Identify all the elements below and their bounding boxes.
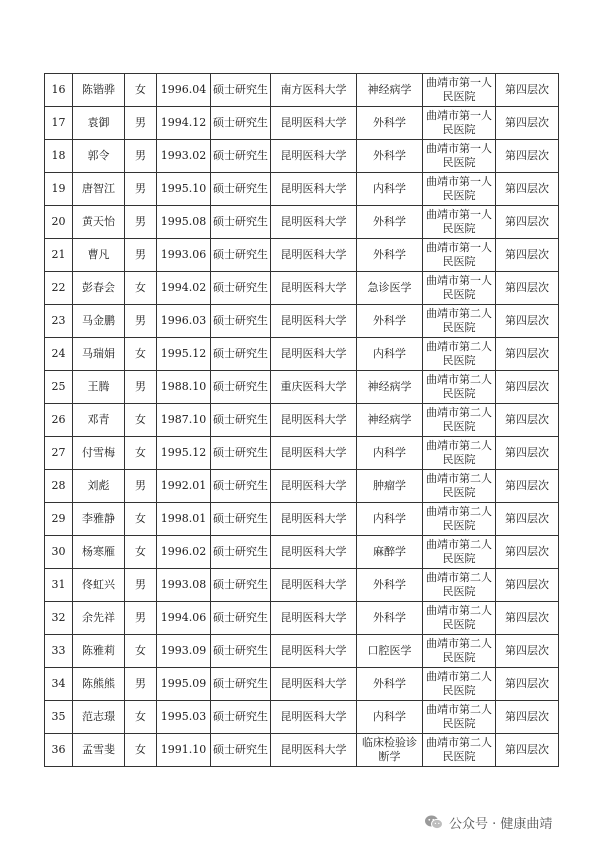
unit-cell: 曲靖市第二人民医院: [423, 305, 496, 338]
row-number: 36: [45, 734, 73, 767]
major-cell: 神经病学: [357, 371, 423, 404]
name-cell: 邓青: [73, 404, 125, 437]
name-cell: 范志璟: [73, 701, 125, 734]
table-row: [45, 437, 559, 470]
unit-cell: 曲靖市第二人民医院: [423, 338, 496, 371]
level-cell: 第四层次: [496, 404, 559, 437]
level-cell: 第四层次: [496, 668, 559, 701]
row-number: 33: [45, 635, 73, 668]
birth-date-cell: 1994.06: [157, 602, 211, 635]
school-cell: 昆明医科大学: [271, 503, 357, 536]
school-cell: 昆明医科大学: [271, 404, 357, 437]
unit-cell: 曲靖市第二人民医院: [423, 635, 496, 668]
level-cell: 第四层次: [496, 74, 559, 107]
major-cell: 肿瘤学: [357, 470, 423, 503]
school-cell: 昆明医科大学: [271, 173, 357, 206]
table-row: [45, 107, 559, 140]
row-number: 23: [45, 305, 73, 338]
level-cell: 第四层次: [496, 569, 559, 602]
birth-date-cell: 1995.08: [157, 206, 211, 239]
level-cell: 第四层次: [496, 173, 559, 206]
degree-cell: 硕士研究生: [211, 569, 271, 602]
major-cell: 内科学: [357, 701, 423, 734]
birth-date-cell: 1996.04: [157, 74, 211, 107]
name-cell: 杨寒雁: [73, 536, 125, 569]
birth-date-cell: 1996.02: [157, 536, 211, 569]
table-row: [45, 602, 559, 635]
degree-cell: 硕士研究生: [211, 404, 271, 437]
degree-cell: 硕士研究生: [211, 305, 271, 338]
row-number: 21: [45, 239, 73, 272]
name-cell: 刘彪: [73, 470, 125, 503]
major-cell: 口腔医学: [357, 635, 423, 668]
major-cell: 神经病学: [357, 74, 423, 107]
table-row: [45, 272, 559, 305]
gender-cell: 女: [125, 734, 157, 767]
gender-cell: 男: [125, 602, 157, 635]
gender-cell: 女: [125, 272, 157, 305]
major-cell: 外科学: [357, 107, 423, 140]
level-cell: 第四层次: [496, 338, 559, 371]
gender-cell: 男: [125, 206, 157, 239]
table-row: [45, 305, 559, 338]
birth-date-cell: 1995.03: [157, 701, 211, 734]
school-cell: 南方医科大学: [271, 74, 357, 107]
gender-cell: 男: [125, 107, 157, 140]
school-cell: 昆明医科大学: [271, 635, 357, 668]
birth-date-cell: 1993.02: [157, 140, 211, 173]
degree-cell: 硕士研究生: [211, 107, 271, 140]
name-cell: 陈锴骅: [73, 74, 125, 107]
row-number: 24: [45, 338, 73, 371]
gender-cell: 男: [125, 371, 157, 404]
row-number: 20: [45, 206, 73, 239]
unit-cell: 曲靖市第二人民医院: [423, 569, 496, 602]
table-row: [45, 503, 559, 536]
birth-date-cell: 1995.12: [157, 437, 211, 470]
degree-cell: 硕士研究生: [211, 371, 271, 404]
degree-cell: 硕士研究生: [211, 173, 271, 206]
table-row: [45, 239, 559, 272]
unit-cell: 曲靖市第二人民医院: [423, 701, 496, 734]
level-cell: 第四层次: [496, 206, 559, 239]
row-number: 29: [45, 503, 73, 536]
unit-cell: 曲靖市第二人民医院: [423, 734, 496, 767]
birth-date-cell: 1996.03: [157, 305, 211, 338]
gender-cell: 女: [125, 74, 157, 107]
unit-cell: 曲靖市第二人民医院: [423, 668, 496, 701]
major-cell: 外科学: [357, 140, 423, 173]
degree-cell: 硕士研究生: [211, 602, 271, 635]
name-cell: 马金鹏: [73, 305, 125, 338]
birth-date-cell: 1993.06: [157, 239, 211, 272]
personnel-table: [44, 73, 559, 767]
birth-date-cell: 1992.01: [157, 470, 211, 503]
major-cell: 外科学: [357, 668, 423, 701]
unit-cell: 曲靖市第二人民医院: [423, 437, 496, 470]
row-number: 17: [45, 107, 73, 140]
row-number: 18: [45, 140, 73, 173]
unit-cell: 曲靖市第一人民医院: [423, 272, 496, 305]
name-cell: 袁御: [73, 107, 125, 140]
major-cell: 麻醉学: [357, 536, 423, 569]
row-number: 32: [45, 602, 73, 635]
gender-cell: 男: [125, 569, 157, 602]
table-row: [45, 734, 559, 767]
unit-cell: 曲靖市第一人民医院: [423, 74, 496, 107]
name-cell: 付雪梅: [73, 437, 125, 470]
row-number: 26: [45, 404, 73, 437]
table-row: [45, 536, 559, 569]
unit-cell: 曲靖市第二人民医院: [423, 404, 496, 437]
unit-cell: 曲靖市第一人民医院: [423, 140, 496, 173]
unit-cell: 曲靖市第二人民医院: [423, 371, 496, 404]
school-cell: 昆明医科大学: [271, 140, 357, 173]
table-row: [45, 635, 559, 668]
degree-cell: 硕士研究生: [211, 668, 271, 701]
name-cell: 黄天怡: [73, 206, 125, 239]
unit-cell: 曲靖市第一人民医院: [423, 173, 496, 206]
major-cell: 外科学: [357, 206, 423, 239]
unit-cell: 曲靖市第一人民医院: [423, 107, 496, 140]
school-cell: 昆明医科大学: [271, 602, 357, 635]
school-cell: 昆明医科大学: [271, 668, 357, 701]
level-cell: 第四层次: [496, 701, 559, 734]
name-cell: 王腾: [73, 371, 125, 404]
major-cell: 急诊医学: [357, 272, 423, 305]
level-cell: 第四层次: [496, 107, 559, 140]
degree-cell: 硕士研究生: [211, 206, 271, 239]
major-cell: 外科学: [357, 305, 423, 338]
gender-cell: 女: [125, 503, 157, 536]
row-number: 28: [45, 470, 73, 503]
name-cell: 余先祥: [73, 602, 125, 635]
level-cell: 第四层次: [496, 140, 559, 173]
row-number: 31: [45, 569, 73, 602]
table-row: [45, 404, 559, 437]
birth-date-cell: 1987.10: [157, 404, 211, 437]
school-cell: 昆明医科大学: [271, 701, 357, 734]
degree-cell: 硕士研究生: [211, 503, 271, 536]
gender-cell: 女: [125, 338, 157, 371]
major-cell: 内科学: [357, 338, 423, 371]
name-cell: 孟雪斐: [73, 734, 125, 767]
major-cell: 神经病学: [357, 404, 423, 437]
gender-cell: 男: [125, 470, 157, 503]
gender-cell: 男: [125, 140, 157, 173]
watermark: [424, 813, 552, 832]
unit-cell: 曲靖市第二人民医院: [423, 602, 496, 635]
unit-cell: 曲靖市第二人民医院: [423, 536, 496, 569]
table-row: [45, 668, 559, 701]
gender-cell: 男: [125, 173, 157, 206]
gender-cell: 女: [125, 536, 157, 569]
table-body: [45, 74, 559, 767]
degree-cell: 硕士研究生: [211, 470, 271, 503]
school-cell: 昆明医科大学: [271, 305, 357, 338]
birth-date-cell: 1993.08: [157, 569, 211, 602]
degree-cell: 硕士研究生: [211, 74, 271, 107]
watermark-text: 公众号 · 健康曲靖: [449, 817, 553, 832]
birth-date-cell: 1995.10: [157, 173, 211, 206]
school-cell: 昆明医科大学: [271, 569, 357, 602]
major-cell: 内科学: [357, 503, 423, 536]
school-cell: 昆明医科大学: [271, 338, 357, 371]
birth-date-cell: 1994.12: [157, 107, 211, 140]
level-cell: 第四层次: [496, 371, 559, 404]
name-cell: 唐智江: [73, 173, 125, 206]
school-cell: 昆明医科大学: [271, 239, 357, 272]
school-cell: 昆明医科大学: [271, 272, 357, 305]
school-cell: 昆明医科大学: [271, 470, 357, 503]
degree-cell: 硕士研究生: [211, 140, 271, 173]
level-cell: 第四层次: [496, 503, 559, 536]
table-row: [45, 569, 559, 602]
birth-date-cell: 1995.09: [157, 668, 211, 701]
major-cell: 内科学: [357, 437, 423, 470]
degree-cell: 硕士研究生: [211, 338, 271, 371]
school-cell: 重庆医科大学: [271, 371, 357, 404]
level-cell: 第四层次: [496, 305, 559, 338]
school-cell: 昆明医科大学: [271, 536, 357, 569]
major-cell: 外科学: [357, 569, 423, 602]
name-cell: 陈熊熊: [73, 668, 125, 701]
level-cell: 第四层次: [496, 272, 559, 305]
gender-cell: 男: [125, 239, 157, 272]
name-cell: 陈雅莉: [73, 635, 125, 668]
birth-date-cell: 1988.10: [157, 371, 211, 404]
table-row: [45, 173, 559, 206]
birth-date-cell: 1993.09: [157, 635, 211, 668]
school-cell: 昆明医科大学: [271, 206, 357, 239]
table-row: [45, 701, 559, 734]
level-cell: 第四层次: [496, 470, 559, 503]
name-cell: 佟虹兴: [73, 569, 125, 602]
degree-cell: 硕士研究生: [211, 239, 271, 272]
unit-cell: 曲靖市第二人民医院: [423, 470, 496, 503]
level-cell: 第四层次: [496, 536, 559, 569]
major-cell: 外科学: [357, 239, 423, 272]
school-cell: 昆明医科大学: [271, 734, 357, 767]
school-cell: 昆明医科大学: [271, 437, 357, 470]
row-number: 16: [45, 74, 73, 107]
gender-cell: 女: [125, 437, 157, 470]
degree-cell: 硕士研究生: [211, 734, 271, 767]
wechat-icon: [424, 814, 444, 831]
name-cell: 彭春会: [73, 272, 125, 305]
degree-cell: 硕士研究生: [211, 635, 271, 668]
gender-cell: 女: [125, 404, 157, 437]
row-number: 35: [45, 701, 73, 734]
row-number: 34: [45, 668, 73, 701]
level-cell: 第四层次: [496, 635, 559, 668]
degree-cell: 硕士研究生: [211, 272, 271, 305]
school-cell: 昆明医科大学: [271, 107, 357, 140]
major-cell: 内科学: [357, 173, 423, 206]
name-cell: 李雅静: [73, 503, 125, 536]
name-cell: 马瑞娟: [73, 338, 125, 371]
level-cell: 第四层次: [496, 602, 559, 635]
row-number: 22: [45, 272, 73, 305]
table-row: [45, 140, 559, 173]
gender-cell: 女: [125, 635, 157, 668]
birth-date-cell: 1995.12: [157, 338, 211, 371]
level-cell: 第四层次: [496, 239, 559, 272]
name-cell: 郭令: [73, 140, 125, 173]
gender-cell: 女: [125, 701, 157, 734]
unit-cell: 曲靖市第一人民医院: [423, 206, 496, 239]
table-row: [45, 74, 559, 107]
level-cell: 第四层次: [496, 734, 559, 767]
birth-date-cell: 1998.01: [157, 503, 211, 536]
table-row: [45, 206, 559, 239]
unit-cell: 曲靖市第一人民医院: [423, 239, 496, 272]
birth-date-cell: 1991.10: [157, 734, 211, 767]
level-cell: 第四层次: [496, 437, 559, 470]
degree-cell: 硕士研究生: [211, 437, 271, 470]
table-row: [45, 371, 559, 404]
birth-date-cell: 1994.02: [157, 272, 211, 305]
degree-cell: 硕士研究生: [211, 701, 271, 734]
degree-cell: 硕士研究生: [211, 536, 271, 569]
row-number: 25: [45, 371, 73, 404]
name-cell: 曹凡: [73, 239, 125, 272]
row-number: 27: [45, 437, 73, 470]
major-cell: 临床检验诊断学: [357, 734, 423, 767]
gender-cell: 男: [125, 305, 157, 338]
unit-cell: 曲靖市第二人民医院: [423, 503, 496, 536]
row-number: 30: [45, 536, 73, 569]
gender-cell: 男: [125, 668, 157, 701]
major-cell: 外科学: [357, 602, 423, 635]
table-row: [45, 470, 559, 503]
table-row: [45, 338, 559, 371]
row-number: 19: [45, 173, 73, 206]
